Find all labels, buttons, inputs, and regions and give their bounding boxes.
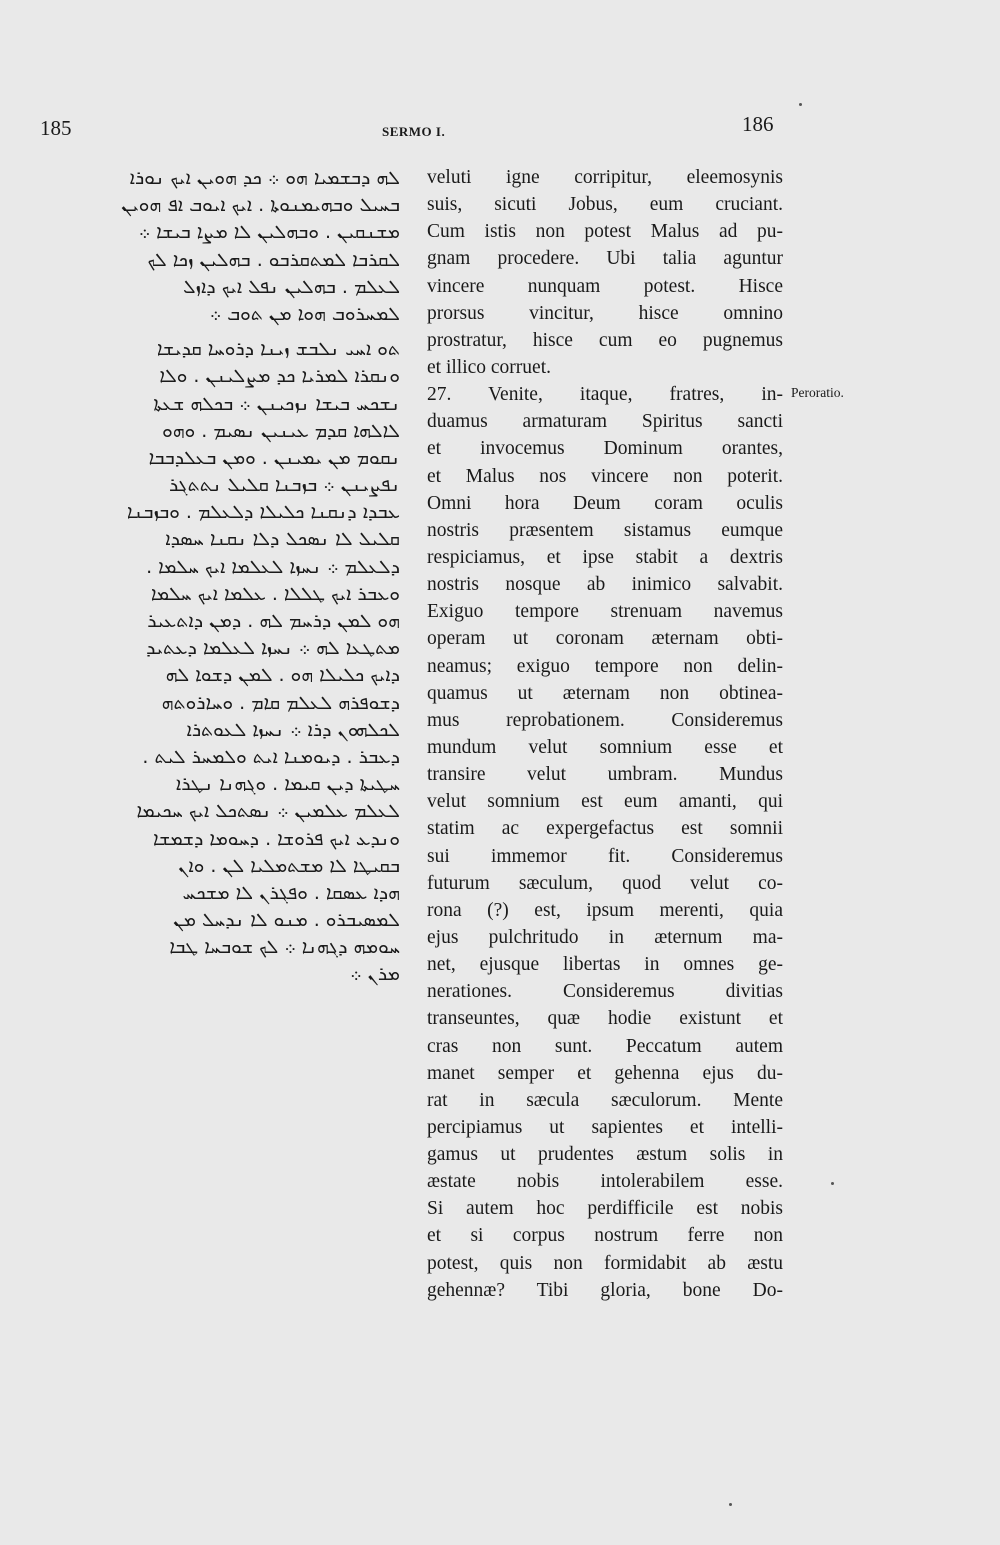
latin-line: et invocemus Dominum orantes, — [427, 438, 783, 460]
syriac-line: ܡܪܢ ܀ — [350, 963, 400, 986]
latin-line: 27. Venite, itaque, fratres, in- — [427, 384, 783, 406]
syriac-line: ܗܕܐ ܥܣܩܐ . ܘܦܓܪܢ ܠܐ ܡܫܟܚ — [182, 881, 400, 904]
latin-line: operam ut coronam æternam obti- — [427, 628, 783, 650]
latin-line: respiciamus, et ipse stabit a dextris — [427, 546, 783, 568]
latin-line: prorsus vincitur, hisce omnino — [427, 302, 783, 324]
latin-line: potest, quis non formidabit ab æstu — [427, 1252, 783, 1274]
syriac-line: ܬܘ ܐܚܝ ܢܠܒܫ ܙܝܢܐ ܕܪܘܚܐ ܩܕܝܫܐ — [156, 338, 400, 361]
latin-line: mundum velut somnium esse et — [427, 736, 783, 758]
latin-line: et Malus nos vincere non poterit. — [427, 465, 783, 487]
syriac-line: ܕܫܘܦܪܗ ܠܥܠܡ ܩܐܡ . ܘܚܐܪܘܬܗ — [161, 691, 400, 714]
latin-line: rona (?) est, ipsum merenti, quia — [427, 899, 783, 921]
syriac-text-column — [40, 165, 400, 989]
syriac-line: ܠܥܠܡ ܥܠܡܝܢ ܀ ܢܣܬܟܠ ܐܝܟ ܚܟܝܡܐ — [136, 800, 400, 823]
latin-line: transire velut umbram. Mundus — [427, 764, 783, 786]
syriac-line: ܒܚܝܠ ܘܒܗܝܡܢܘܬܐ . ܐܝܟ ܐܝܘܒ ܐܦ ܗܘܝܢ — [121, 194, 400, 217]
syriac-line: ܘܢܩܪܐ ܠܡܪܝܐ ܟܕ ܡܨܠܝܢܢ . ܘܠܐ — [159, 365, 400, 388]
syriac-line: ܠܟܠܗܘܢ ܕܪܐ ܀ ܢܚܙܐ ܠܥܘܬܪܐ — [186, 718, 400, 741]
paper-speck — [729, 1503, 732, 1506]
syriac-line: ܠܐܠܗܐ ܩܕܡ ܥܝܢܝܢ ܢܣܝܡ . ܘܗܘ — [162, 419, 400, 442]
page-header — [40, 112, 780, 152]
latin-line: Cum istis non potest Malus ad pu- — [427, 221, 783, 243]
latin-line: nostris præsentem sistamus eumque — [427, 519, 783, 541]
latin-line: transeuntes, quæ hodie existunt et — [427, 1008, 783, 1030]
latin-line: manet semper et gehenna ejus du- — [427, 1062, 783, 1084]
latin-line: cras non sunt. Peccatum autem — [427, 1035, 783, 1057]
paragraph-gap — [40, 328, 400, 336]
latin-text-column — [427, 164, 783, 1304]
page-number-left: 185 — [40, 116, 72, 140]
latin-line: percipiamus ut sapientes et intelli- — [427, 1116, 783, 1138]
latin-line: gehennæ? Tibi gloria, bone Do- — [427, 1279, 783, 1301]
latin-line: futurum sæculum, quod velut co- — [427, 872, 783, 894]
syriac-line: ܥܒܕܐ ܕܢܩܢܐ ܟܠܝܠܐ ܕܠܥܠܡ . ܘܒܙܒܢܐ — [126, 501, 400, 524]
latin-line: mus reprobationem. Consideremus — [427, 709, 783, 731]
latin-line: duamus armaturam Spiritus sancti — [427, 411, 783, 433]
latin-line: nostris nosque ab inimico salvabit. — [427, 574, 783, 596]
syriac-line: ܠܩܪܒܐ ܠܡܬܩܪܒܘ . ܒܗܠܝܢ ܙܟܐ ܠܟ — [147, 248, 400, 271]
syriac-line: ܠܡܣܝܒܪܘ . ܡܢܘ ܠܐ ܢܕܚܠ ܡܢ — [173, 909, 400, 932]
latin-line: sui immemor fit. Consideremus — [427, 845, 783, 867]
latin-line: ejus pulchritudo in æternum ma- — [427, 926, 783, 948]
paper-speck — [799, 103, 802, 106]
latin-line: quamus ut æternam non obtinea- — [427, 682, 783, 704]
latin-line: suis, sicuti Jobus, eum cruciant. — [427, 194, 783, 216]
latin-line: velut somnium est eum amanti, qui — [427, 791, 783, 813]
latin-line: Exiguo tempore strenuam navemus — [427, 601, 783, 623]
syriac-line: ܢܩܘܡ ܡܢ ܝܡܝܢܢ . ܘܡܢ ܒܥܠܕܒܒܐ — [148, 446, 400, 469]
latin-line: et illico corruet. — [427, 356, 551, 378]
latin-line: prostratur, hisce cum eo pugnemus — [427, 329, 783, 351]
syriac-line: ܢܦܨܝܢܢ ܀ ܒܙܒܢܐ ܩܠܝܠ ܢܬܬܓܪ — [169, 474, 400, 497]
syriac-line: ܚܛܝܬܐ ܕܝܢ ܩܝܡܐ . ܘܓܗܢܐ ܢܛܪܐ — [175, 773, 400, 796]
latin-line: Si autem hoc perdifficile est nobis — [427, 1198, 783, 1220]
latin-line: æstate nobis intolerabilem esse. — [427, 1171, 783, 1193]
syriac-line: ܕܥܒܪ . ܕܝܘܡܢܐ ܐܝܬ ܘܠܡܚܪ ܠܝܬ . — [142, 745, 400, 768]
syriac-line: ܡܫܢܩܝܢ . ܘܒܗܠܝܢ ܠܐ ܡܨܐ ܒܝܫܐ ܀ — [138, 221, 400, 244]
syriac-line: ܡܬܛܥܐ ܠܗ ܀ ܢܚܙܐ ܠܥܠܡܐ ܕܥܬܝܕ — [146, 637, 400, 660]
latin-line: neamus; exiguo tempore non delin- — [427, 655, 783, 677]
syriac-line: ܚܘܡܗ ܕܓܗܢܐ ܀ ܠܟ ܫܘܒܚܐ ܛܒܐ — [169, 936, 400, 959]
syriac-line: ܢܫܟܚ ܒܝܫܐ ܢܙܟܝܢܢ ܀ ܒܟܠܗ ܫܥܬܐ — [153, 392, 400, 415]
running-title: SERMO I. — [382, 124, 446, 139]
syriac-line: ܕܐܝܟ ܟܠܝܠܐ ܗܘ . ܠܡܢ ܕܫܘܐ ܠܗ — [165, 664, 400, 687]
syriac-line: ܘܢܕܥ ܐܝܟ ܦܪܘܫܐ . ܕܚܘܡܐ ܕܫܡܫܐ — [152, 827, 400, 850]
syriac-line: ܠܗ ܕܒܫܡܝܐ ܗܘ ܀ ܟܕ ܗܘܝܢ ܐܝܟ ܢܘܪܐ — [129, 167, 400, 189]
latin-line: statim ac expergefactus est somnii — [427, 818, 783, 840]
page-number-right: 186 — [742, 112, 774, 136]
syriac-line: ܘܥܒܪ ܐܝܟ ܛܠܠܐ . ܥܠܡܐ ܐܝܟ ܚܠܡܐ — [150, 582, 400, 605]
syriac-line: ܗܘ ܠܡܢ ܕܪܚܡ ܠܗ . ܕܡܢ ܕܐܬܥܝܪ — [147, 610, 400, 632]
syriac-line: ܕܠܥܠܡ ܀ ܢܚܙܐ ܠܥܠܡܐ ܐܝܟ ܚܠܡܐ . — [146, 555, 400, 578]
margin-note: Peroratio. — [791, 385, 844, 400]
syriac-line: ܒܩܝܛܐ ܠܐ ܡܫܬܡܠܝܐ ܠܢ . ܘܐܢ — [178, 854, 400, 877]
latin-line: rat in sæcula sæculorum. Mente — [427, 1089, 783, 1111]
latin-line: Omni hora Deum coram oculis — [427, 492, 783, 514]
paper-speck — [831, 1182, 834, 1185]
latin-line: veluti igne corripitur, eleemosynis — [427, 167, 783, 188]
latin-line: gnam procedere. Ubi talia aguntur — [427, 248, 783, 270]
latin-line: vincere nunquam potest. Hisce — [427, 275, 783, 297]
syriac-line: ܩܠܝܠ ܠܐ ܢܣܟܠ ܕܠܐ ܢܩܢܐ ܚܣܕܐ — [165, 528, 400, 551]
latin-line: et si corpus nostrum ferre non — [427, 1225, 783, 1247]
latin-line: gamus ut prudentes æstum solis in — [427, 1144, 783, 1166]
latin-line: nerationes. Consideremus divitias — [427, 981, 783, 1003]
syriac-line: ܠܥܠܡ . ܒܗܠܝܢ ܢܦܠ ܐܝܟ ܕܐܙܠ — [183, 275, 400, 298]
latin-line: net, ejusque libertas in omnes ge- — [427, 954, 783, 976]
syriac-line: ܠܡܚܪܘܒ ܗܘܐ ܡܢ ܬܘܒ ܀ — [209, 302, 400, 325]
